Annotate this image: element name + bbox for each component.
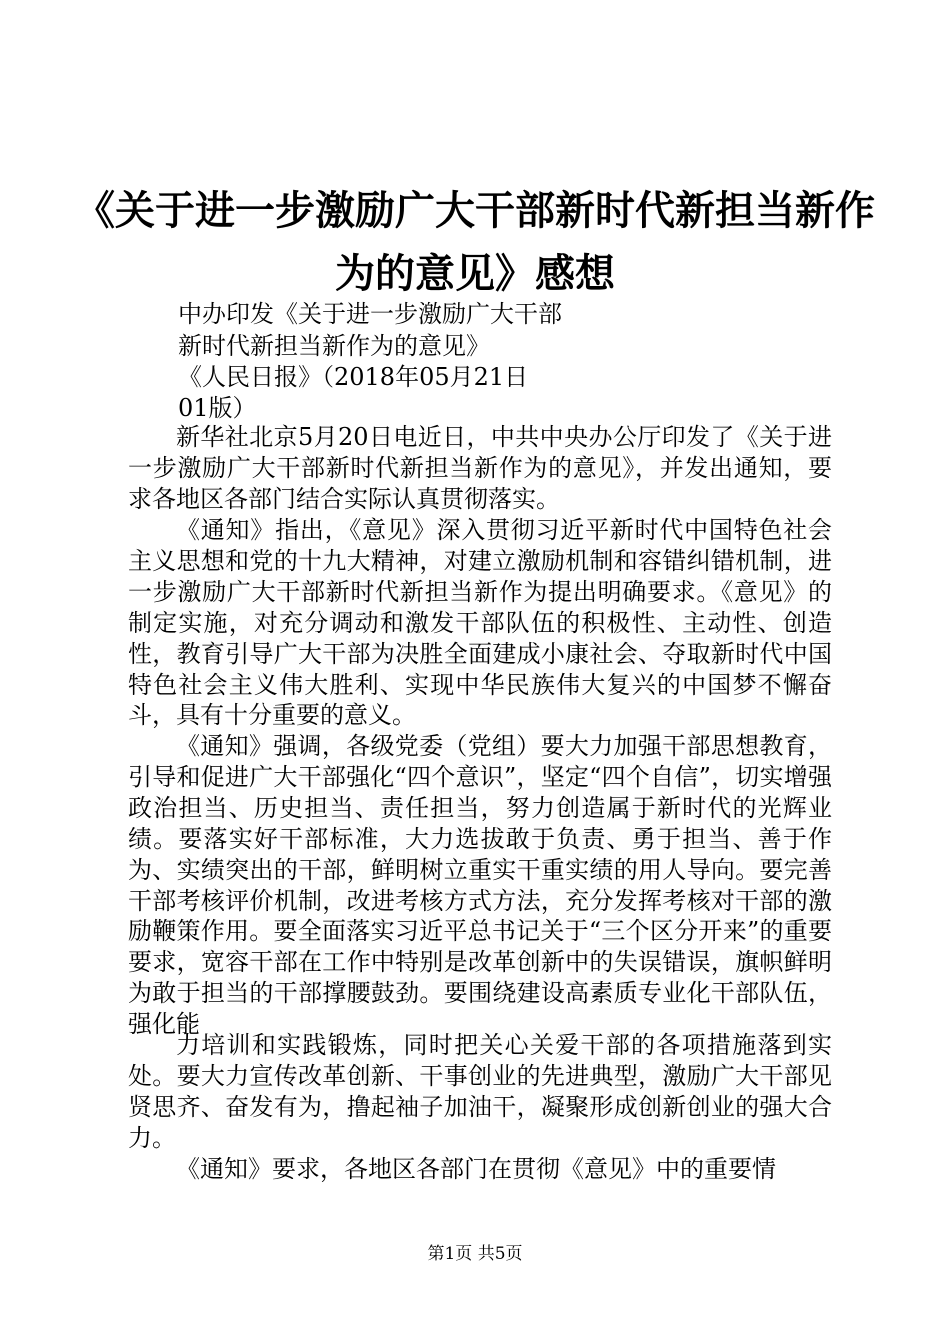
paragraph: 《通知》指出，《意见》深入贯彻习近平新时代中国特色社会主义思想和党的十九大精神，对建立激励机制和容错纠错机制，进一步激励广大干部新时代新担当新作为提出明确要求。《意见》的制定实施，对充分调动和激发干部队伍的积极性、主动性、创造性，教育引导广大干部为决胜全面建成小康社会、夺取新时代中国特色社会主义伟大胜利、实现中华民族伟大复兴的中国梦不懈奋斗，具有十分重要的意义。 <box>128 516 832 730</box>
source-line-1: 中办印发《关于进一步激励广大干部 <box>178 300 562 328</box>
paragraph-5-block <box>128 1154 832 1185</box>
document-title-line-2: 为的意见》感想 <box>335 250 615 297</box>
document-title-line-1: 《关于进一步激励广大干部新时代新担当新作 <box>75 187 875 234</box>
paragraph: 《通知》要求，各地区各部门在贯彻《意见》中的重要情 <box>176 1155 776 1183</box>
paragraph: 力培训和实践锻炼，同时把关心关爱干部的各项措施落到实处。要大力宣传改革创新、干事创业的先进典型，激励广大干部见贤思齐、奋发有为，撸起袖子加油干，凝聚形成创新创业的强大合力。 <box>128 1031 832 1152</box>
paragraph: 《通知》强调，各级党委（党组）要大力加强干部思想教育，引导和促进广大干部强化“四个意识”，坚定“四个自信”，切实增强政治担当、历史担当、责任担当，努力创造属于新时代的光辉业绩。要落实好干部标准，大力选拔敢于负责、勇于担当、善于作为、实绩突出的干部，鲜明树立重实干重实绩的用人导向。要完善干部考核评价机制，改进考核方式方法，充分发挥考核对干部的激励鞭策作用。要全面落实习近平总书记关于“三个区分开来”的重要要求，宽容干部在工作中特别是改革创新中的失误错误，旗帜鲜明为敢于担当的干部撑腰鼓劲。要围绕建设高素质专业化干部队伍，强化能 <box>128 732 832 1039</box>
paragraph-4-block <box>128 1030 832 1154</box>
paragraph-3-block <box>128 731 832 1040</box>
source-line-4: 01版） <box>178 394 257 422</box>
source-line-2: 新时代新担当新作为的意见》 <box>178 332 490 360</box>
paragraph-1-block <box>128 422 832 515</box>
paragraph-2-block <box>128 515 832 731</box>
page-number-footer: 第1页 共5页 <box>427 1244 523 1264</box>
source-line-3: 《人民日报》（2018年05月21日 <box>178 363 529 391</box>
paragraph: 新华社北京5月20日电近日，中共中央办公厅印发了《关于进一步激励广大干部新时代新担当新作为的意见》，并发出通知，要求各地区各部门结合实际认真贯彻落实。 <box>128 423 832 513</box>
